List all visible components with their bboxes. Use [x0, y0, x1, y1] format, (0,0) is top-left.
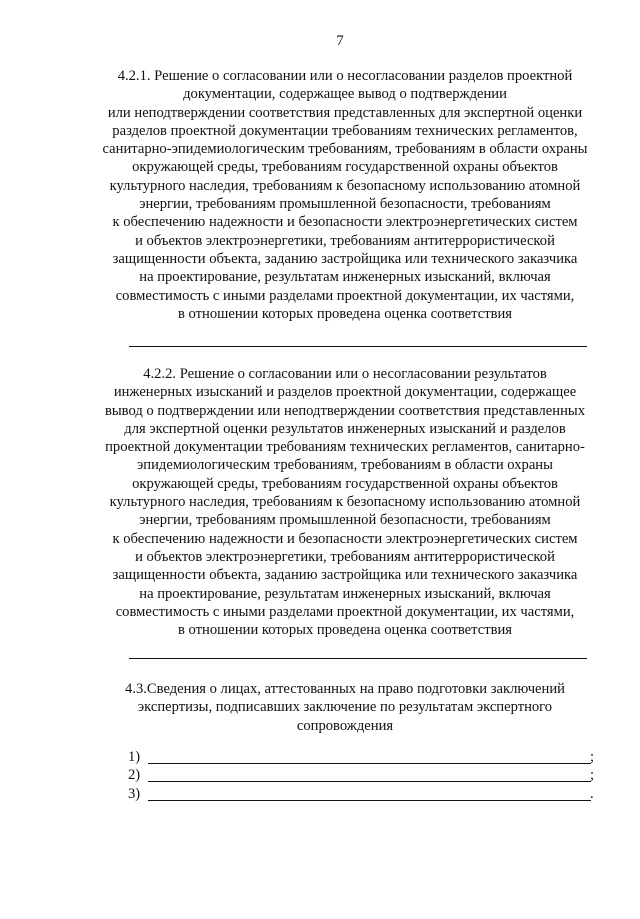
text-line: на проектирование, результатам инженерных изысканий, включая [139, 585, 551, 602]
text-line: защищенности объекта, заданию застройщика или технического заказчика [112, 567, 578, 584]
text-line: совместимость с иными разделами проектной документации, их частями, [115, 603, 575, 620]
text-line: 4.2.1. Решение о согласовании или о несогласовании разделов проектной [117, 68, 573, 84]
fill-in-line [148, 763, 591, 764]
list-item-number: 3) [128, 786, 141, 802]
text-line: энергии, требованиям промышленной безопасности, требованиям [139, 512, 551, 529]
text-line: защищенности объекта, заданию застройщика или технического заказчика [112, 250, 578, 267]
text-line: санитарно-эпидемиологическим требованиям, требованиям в области охраны [102, 141, 588, 158]
text-line: энергии, требованиям промышленной безопасности, требованиям [139, 196, 551, 213]
text-line: эпидемиологическим требованиям, требованиям в области охраны [137, 457, 553, 474]
fill-in-line [148, 800, 591, 801]
text-line: в отношении которых проведена оценка соответствия [178, 305, 512, 322]
text-line: и объектов электроэнергетики, требованиям антитеррористической [135, 232, 555, 249]
text-line: 4.3.Сведения о лицах, аттестованных на право подготовки заключений [125, 681, 565, 697]
text-line: окружающей среды, требованиям государственной охраны объектов [132, 475, 558, 492]
page-number: 7 [336, 33, 344, 49]
text-line: документации, содержащее вывод о подтверждении [183, 86, 507, 103]
text-line: культурного наследия, требованиям к безопасному использованию атомной [109, 177, 581, 194]
section-4-2-2 [85, 365, 605, 639]
list-item [128, 749, 598, 767]
text-line: вывод о подтверждении или неподтверждении соответствия представленных [104, 402, 585, 419]
list-item-number: 1) [128, 749, 141, 765]
list-item-terminator: ; [590, 749, 595, 765]
answer-line-4-2-2 [129, 658, 587, 659]
text-line: к обеспечению надежности и безопасности электроэнергетических систем [112, 214, 578, 231]
text-line: проектной документации требованиям технических регламентов, санитарно- [105, 439, 585, 456]
list-item-terminator: ; [590, 767, 595, 783]
text-line: инженерных изысканий и разделов проектной документации, содержащее [113, 384, 577, 401]
text-line: разделов проектной документации требованиям технических регламентов, [112, 122, 578, 139]
section-4-2-1 [85, 67, 605, 323]
list-item-number: 2) [128, 767, 141, 783]
text-line: сопровождения [296, 717, 394, 734]
text-line: для экспертной оценки результатов инженерных изысканий и разделов [124, 420, 566, 437]
text-line: окружающей среды, требованиям государственной охраны объектов [132, 159, 558, 176]
list-item [128, 767, 598, 785]
list-item [128, 786, 598, 804]
text-line: совместимость с иными разделами проектной документации, их частями, [115, 287, 575, 304]
text-line: в отношении которых проведена оценка соответствия [178, 622, 512, 639]
fill-in-line [148, 781, 591, 782]
text-line: 4.2.2. Решение о согласовании или о несогласовании результатов [143, 366, 547, 382]
text-line: экспертизы, подписавших заключение по результатам экспертного [137, 699, 553, 716]
text-line: к обеспечению надежности и безопасности электроэнергетических систем [112, 530, 578, 547]
text-line: и объектов электроэнергетики, требованиям антитеррористической [135, 548, 555, 565]
answer-line-4-2-1 [129, 346, 587, 347]
list-item-terminator: . [590, 786, 594, 802]
text-line: или неподтверждении соответствия представленных для экспертной оценки [107, 104, 583, 121]
text-line: культурного наследия, требованиям к безопасному использованию атомной [109, 494, 581, 511]
text-line: на проектирование, результатам инженерных изысканий, включая [139, 269, 551, 286]
section-4-3 [85, 680, 605, 735]
